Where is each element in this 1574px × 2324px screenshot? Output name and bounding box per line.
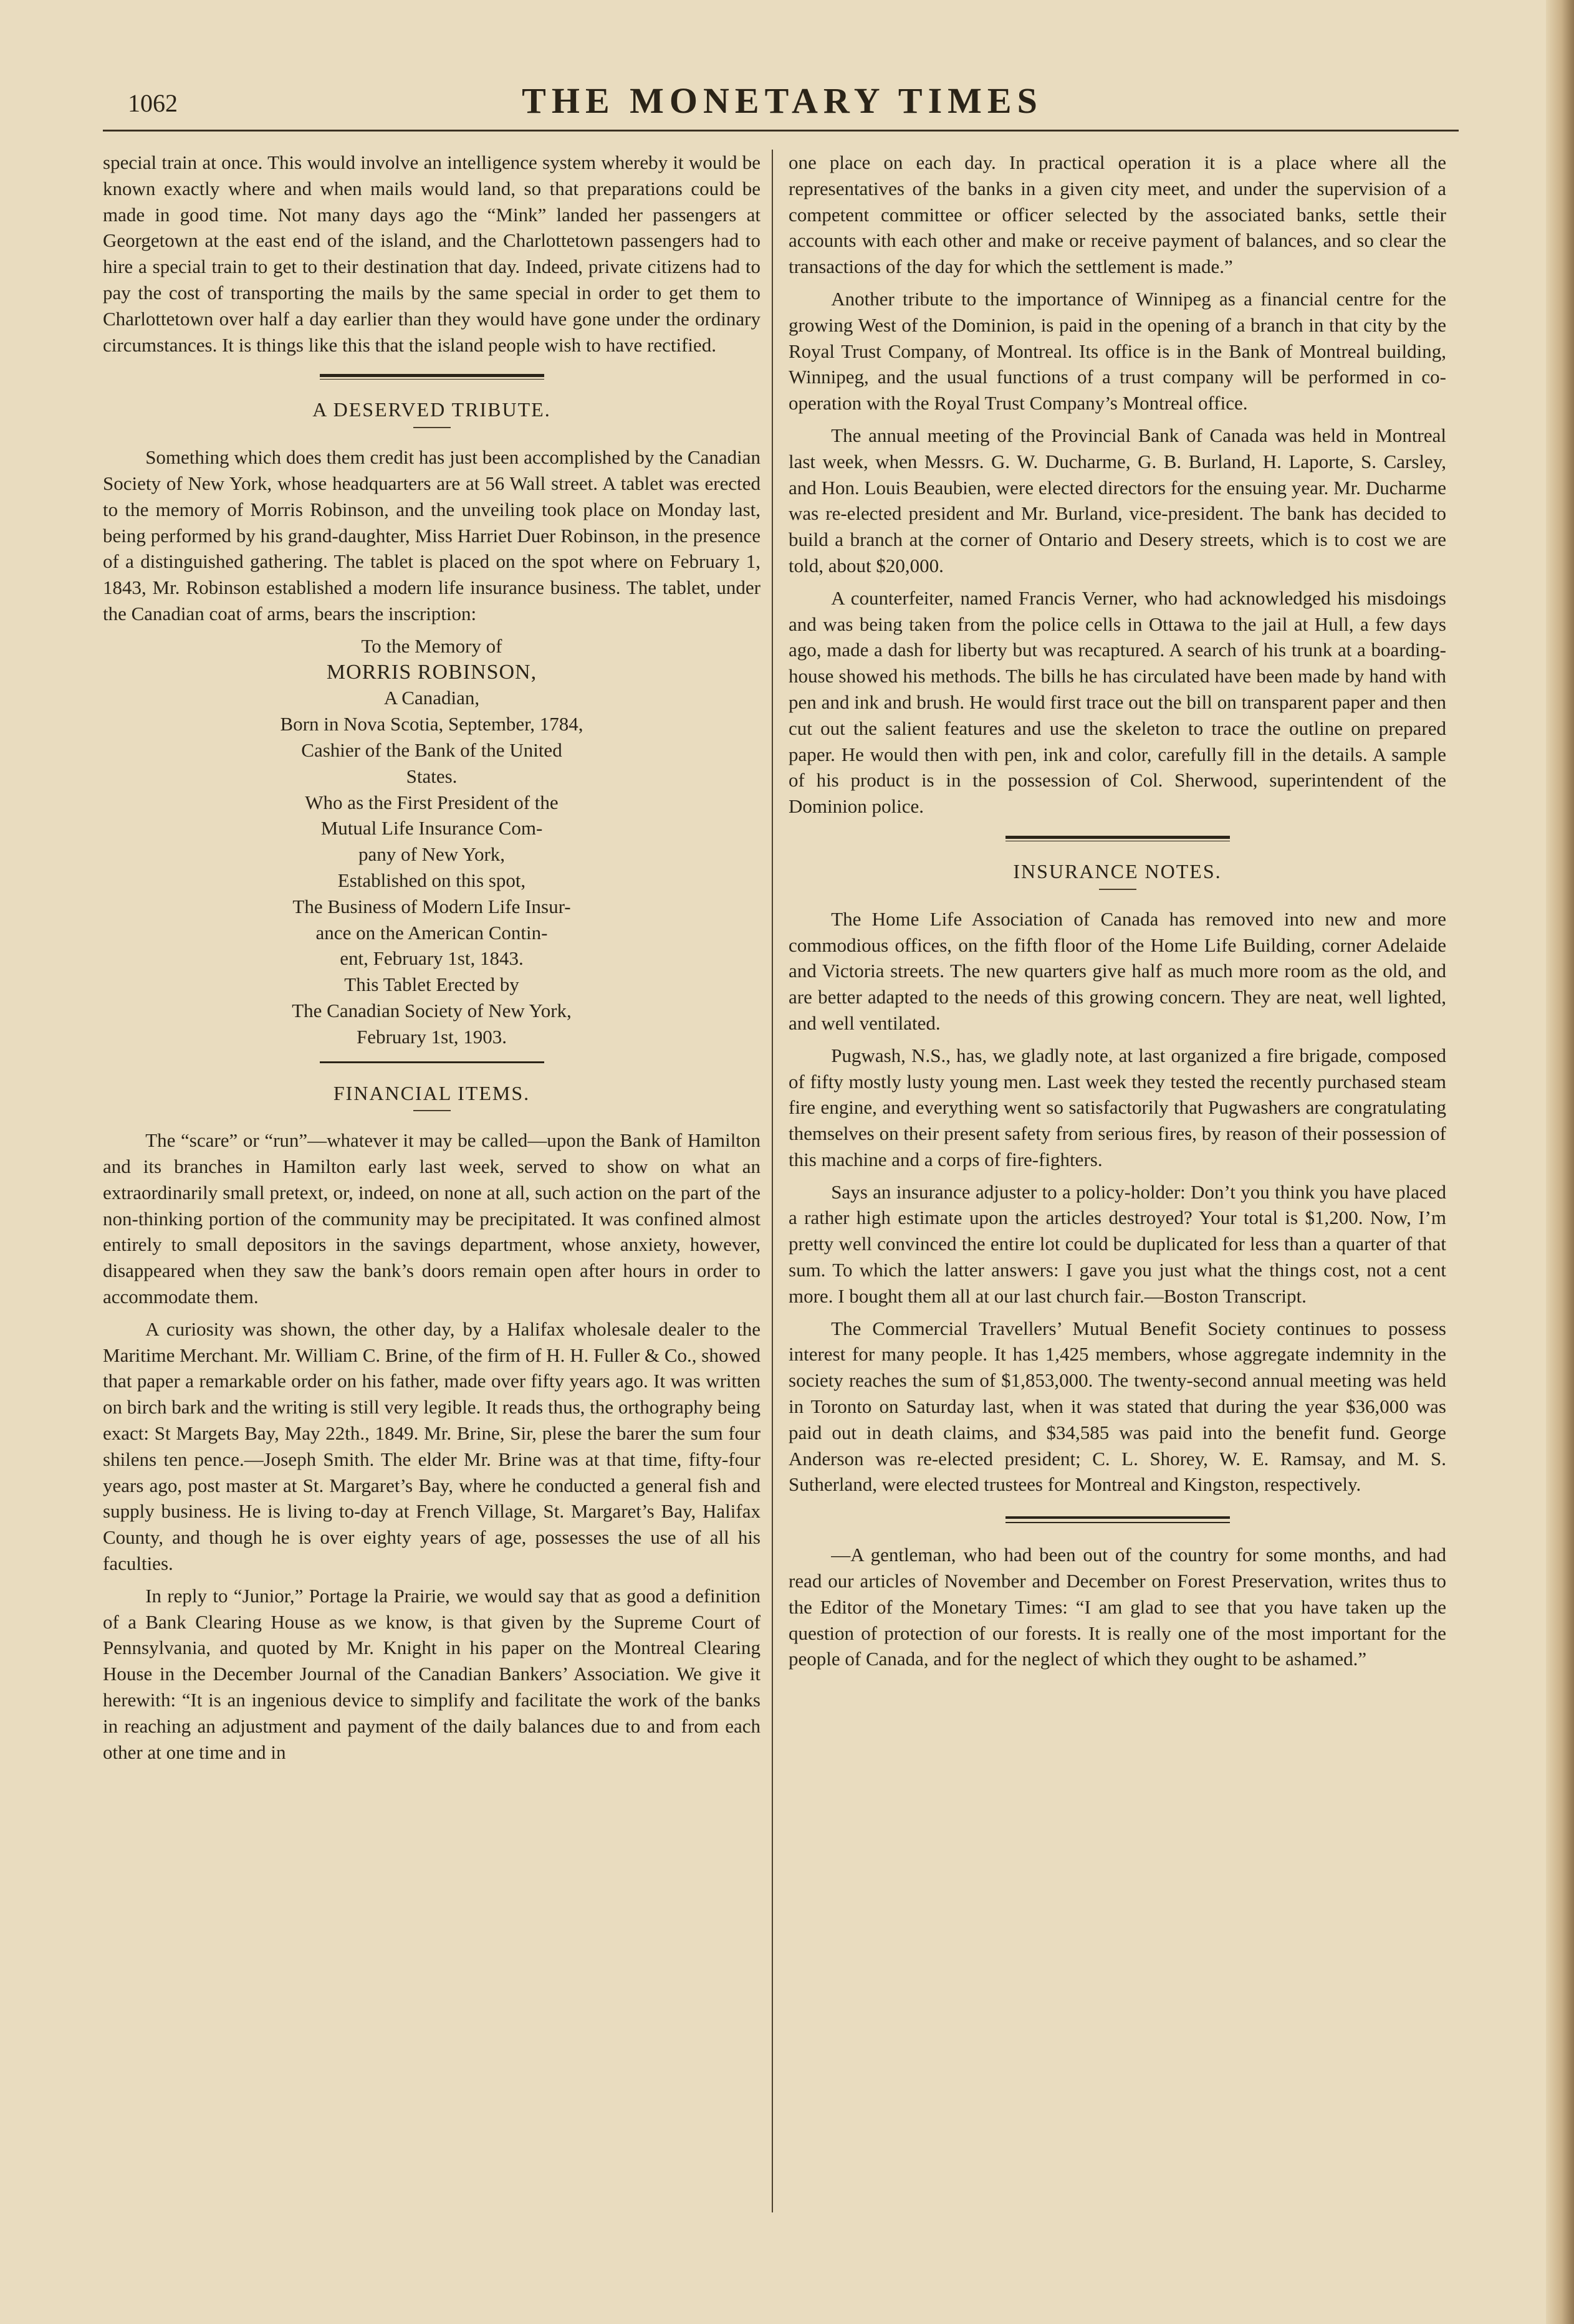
inscription-line: ance on the American Contin- [315, 921, 548, 944]
tablet-inscription [103, 633, 761, 1050]
financial-paragraph: In reply to “Junior,” Portage la Prairie, we would say that as good a definition of a Bank Clearing House as we know, is that given by the Supreme Court of Pennsylvania, and quoted by Mr. Knight in his paper on the Montreal Clearing House in the December Journal of the Canadian Bankers’ Association. We give it herewith: “It is an ingenious device to simplify and facilitate the work of the banks in reaching an adjustment and payment of the daily balances due to and from each other at one time and in [103, 1584, 761, 1763]
insurance-paragraph: Pugwash, N.S., has, we gladly note, at last organized a fire brigade, composed of fifty mostly lusty young men. Last week they tested the recently purchased steam fire engine, and everything went so satisfactorily that Pugwashers are congratulating themselves on their present safety from serious fires, by reason of their possession of this machine and a corps of fire-fighters. [789, 1044, 1446, 1170]
section-heading-insurance: INSURANCE NOTES. [1013, 859, 1222, 882]
news-paragraph: The annual meeting of the Provincial Bank of Canada was held in Montreal last week, when Messrs. G. W. Ducharme, G. B. Burland, H. Laporte, S. Carsley, and Hon. Louis Beaubien, were elected directors for the ensuing year. Mr. Ducharme was re-elected president and Mr. Burland, vice-president. The bank has decided to build a branch at the corner of Ontario and Desery streets, which is to cost we are told, about $20,000. [789, 424, 1446, 576]
inscription-line: Mutual Life Insurance Com- [320, 817, 543, 839]
header-rule [103, 130, 1459, 132]
inscription-line: A Canadian, [383, 687, 480, 709]
inscription-line: pany of New York, [358, 843, 506, 866]
tribute-paragraph: Something which does them credit has just been accomplished by the Canadian Society of New York, whose headquarters are at 56 Wall street. A tablet was erected to the memory of Morris Robinson, and the unveiling took place on Monday last, being performed by his grand-daughter, Miss Harriet Duer Robinson, in the presence of a distinguished gathering. The tablet is placed on the spot where on February 1, 1843, Mr. Robinson established a modern life insurance business. The tablet, under the Canadian coat of arms, bears the inscription: [103, 446, 761, 624]
inscription-line: The Business of Modern Life Insur- [292, 895, 571, 917]
inscription-line: Who as the First President of the [305, 791, 559, 813]
left-column [103, 150, 761, 1771]
article-continuation: one place on each day. In practical operation it is a place where all the representatives of the banks in a given city meet, and under the supervision of a competent committee or officer selected by the associated banks, settle their accounts with each other and make or receive payment of balances, and so clear the transactions of the day for which the settlement is made.” [789, 151, 1446, 278]
inscription-line: Established on this spot, [337, 869, 526, 891]
page-header [103, 80, 1462, 130]
inscription-line: Cashier of the Bank of the United [301, 739, 562, 761]
closing-paragraph: —A gentleman, who had been out of the country for some months, and had read our articles of November and December on Forest Preservation, writes thus to the Editor of the Monetary Times: “I am glad to see that you have taken up the question of protection of our forests. It is really one of the most important for the people of Canada, and for the neglect of which they ought to be ashamed.” [789, 1544, 1446, 1670]
page-binding-shadow [1546, 0, 1574, 2324]
section-divider [320, 374, 544, 380]
insurance-paragraph: The Home Life Association of Canada has removed into new and more commodious offices, on the fifth floor of the Home Life Building, corner Adelaide and Victoria streets. The new quarters give half as much more room as the old, and are better adapted to the needs of this growing concern. They are neat, well lighted, and well ventilated. [789, 907, 1446, 1034]
inscription-line: States. [406, 765, 458, 787]
heading-rule [413, 1110, 451, 1111]
inscription-line: To the Memory of [361, 634, 502, 657]
column-divider [772, 150, 773, 2212]
heading-rule [413, 427, 451, 428]
masthead: THE MONETARY TIMES [522, 80, 1043, 121]
section-heading-financial: FINANCIAL ITEMS. [333, 1081, 530, 1104]
inscription-line: Born in Nova Scotia, September, 1784, [280, 713, 583, 735]
inscription-line: February 1st, 1903. [356, 1025, 507, 1048]
section-heading-tribute: A DESERVED TRIBUTE. [312, 398, 551, 421]
section-divider [1005, 836, 1230, 841]
heading-rule [1099, 889, 1136, 890]
financial-paragraph: The “scare” or “run”—whatever it may be called—upon the Bank of Hamilton and its branches in Hamilton early last week, served to show on what an extraordinarily small pretext, or, indeed, on none at all, such action on the part of the non-thinking portion of the community may be precipitated. It was confined almost entirely to small depositors in the savings department, whose anxiety, however, disappeared when they saw the bank’s doors remain open after hours in order to accommodate them. [103, 1129, 761, 1308]
inscription-line: The Canadian Society of New York, [292, 999, 572, 1021]
inscription-line: ent, February 1st, 1843. [340, 947, 524, 970]
section-divider [1005, 1516, 1230, 1523]
insurance-paragraph: Says an insurance adjuster to a policy-holder: Don’t you think you have placed a rather high estimate upon the articles destroyed? Your total is $1,200. Now, I’m pretty well convinced the entire lot could be duplicated for less than a quarter of that sum. To which the latter answers: I gave you just what the things cost, not a cent more. I bought them all at our last church fair.—Boston Transcript. [789, 1180, 1446, 1307]
inscription-rule [320, 1061, 544, 1063]
page-number: 1062 [128, 89, 178, 117]
article-continuation: special train at once. This would involve an intelligence system whereby it would be known exactly where and when mails would land, so that preparations could be made in good time. Not many days ago the “Mink” landed her passengers at Georgetown at the east end of the island, and the Charlottetown passengers had to hire a special train to get to their destination that day. Indeed, private citizens had to pay the cost of transporting the mails by the same special in order to get them to Charlottetown over half a day earlier than they would have gone under the ordinary circumstances. It is things like this that the island people wish to have rectified. [103, 151, 761, 356]
inscription-line: This Tablet Erected by [344, 973, 519, 996]
news-paragraph: Another tribute to the importance of Winnipeg as a financial centre for the growing West of the Dominion, is paid in the opening of a branch in that city by the Royal Trust Company, of Montreal. Its office is in the Bank of Montreal building, Winnipeg, and the usual functions of a trust company will be performed in co-operation with the Royal Trust Company’s Montreal office. [789, 287, 1446, 414]
news-paragraph: A counterfeiter, named Francis Verner, who had acknowledged his misdoings and was being taken from the police cells in Ottawa to the jail at Hull, a few days ago, made a dash for liberty but was recaptured. A search of his trunk at a boarding-house showed his methods. The bills he has circulated have been made by hand with pen and ink and brush. He would first trace out the bill on transparent paper and then cut out the salient features and use the skeleton to trace the outline on prepared paper. He would then with pen, ink and color, carefully fill in the details. A sample of his product is in the possession of Col. Sherwood, superintendent of the Dominion police. [789, 586, 1446, 818]
inscription-line: MORRIS ROBINSON, [326, 660, 537, 684]
financial-paragraph: A curiosity was shown, the other day, by a Halifax wholesale dealer to the Maritime Merchant. Mr. William C. Brine, of the firm of H. H. Fuller & Co., showed that paper a remarkable order on his father, made over fifty years ago. It was written on birch bark and the writing is still very legible. It reads thus, the orthography being exact: St Margets Bay, May 22th., 1849. Mr. Brine, Sir, plese the barer the sum four shilens ten pence.—Joseph Smith. The elder Mr. Brine was at that time, fifty-four years ago, post master at St. Margaret’s Bay, where he conducted a general fish and supply business. He is living to-day at French Village, St. Margaret’s Bay, Halifax County, and though he is over eighty years of age, possesses the use of all his faculties. [103, 1317, 761, 1575]
insurance-paragraph: The Commercial Travellers’ Mutual Benefit Society continues to possess interest for many people. It has 1,425 members, whose aggregate indemnity in the society reaches the sum of $1,853,000. The twenty-second annual meeting was held in Toronto on Saturday last, when it was stated that during the year $36,000 was paid out in death claims, and $34,585 was paid into the benefit fund. George Anderson was re-elected president; C. L. Shorey, W. E. Ramsay, and M. S. Sutherland, were elected trustees for Montreal and Kingston, respectively. [789, 1317, 1446, 1496]
right-column [789, 150, 1446, 1678]
